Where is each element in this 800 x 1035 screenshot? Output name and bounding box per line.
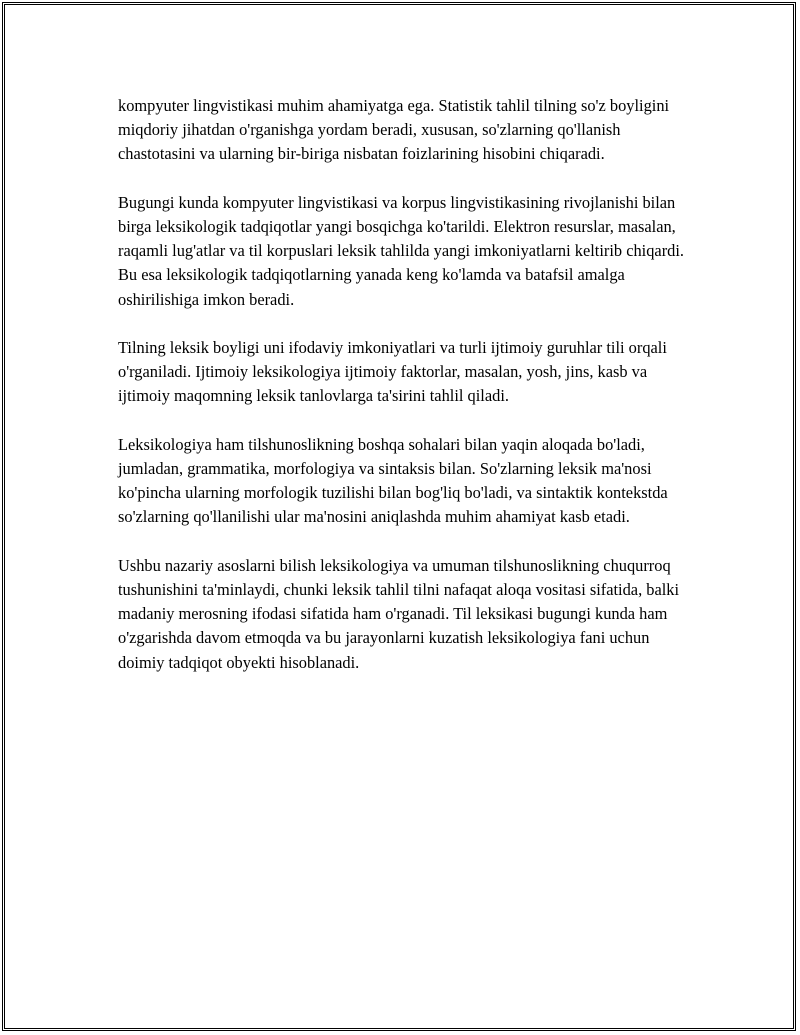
paragraph-4: Leksikologiya ham tilshunoslikning boshqa sohalari bilan yaqin aloqada bo'ladi, jumladan, grammatika, morfologiya va sintaksis bilan. So'zlarning leksik ma'nosi ko'pincha ularning morfologik tuzilishi bilan bog'liq bo'ladi, va sintaktik kontekstda so'zlarning qo'llanilishi ular ma'nosini aniqlashda muhim ahamiyat kasb etadi.	[118, 434, 668, 527]
paragraph-2: Bugungi kunda kompyuter lingvistikasi va korpus lingvistikasining rivojlanishi bilan birga leksikologik tadqiqotlar yangi bosqichga ko'tarildi. Elektron resurslar, masalan, raqamli lug'atlar va til korpuslari leksik tahlilda yangi imkoniyatlarni keltirib chiqardi. Bu esa leksikologik tadqiqotlarning yanada keng ko'lamda va batafsil amalga oshirilishiga imkon beradi.	[118, 192, 685, 309]
document-body	[118, 94, 698, 699]
paragraph-5: Ushbu nazariy asoslarni bilish leksikologiya va umuman tilshunoslikning chuqurroq tushunishini ta'minlaydi, chunki leksik tahlil tilni nafaqat aloqa vositasi sifatida, balki madaniy merosning ifodasi sifatida ham o'rganadi. Til leksikasi bugungi kunda ham o'zgarishda davom etmoqda va bu jarayonlarni kuzatish leksikologiya fani uchun doimiy tadqiqot obyekti hisoblanadi.	[118, 555, 680, 672]
paragraph-1: kompyuter lingvistikasi muhim ahamiyatga ega. Statistik tahlil tilning so'z boyligini miqdoriy jihatdan o'rganishga yordam beradi, xususan, so'zlarning qo'llanish chastotasini va ularning bir-biriga nisbatan foizlarining hisobini chiqaradi.	[118, 96, 670, 164]
paragraph-3: Tilning leksik boyligi uni ifodaviy imkoniyatlari va turli ijtimoiy guruhlar tili orqali o'rganiladi. Ijtimoiy leksikologiya ijtimoiy faktorlar, masalan, yosh, jins, kasb va ijtimoiy maqomning leksik tanlovlarga ta'sirini tahlil qiladi.	[118, 338, 667, 406]
document-page	[4, 4, 794, 1029]
